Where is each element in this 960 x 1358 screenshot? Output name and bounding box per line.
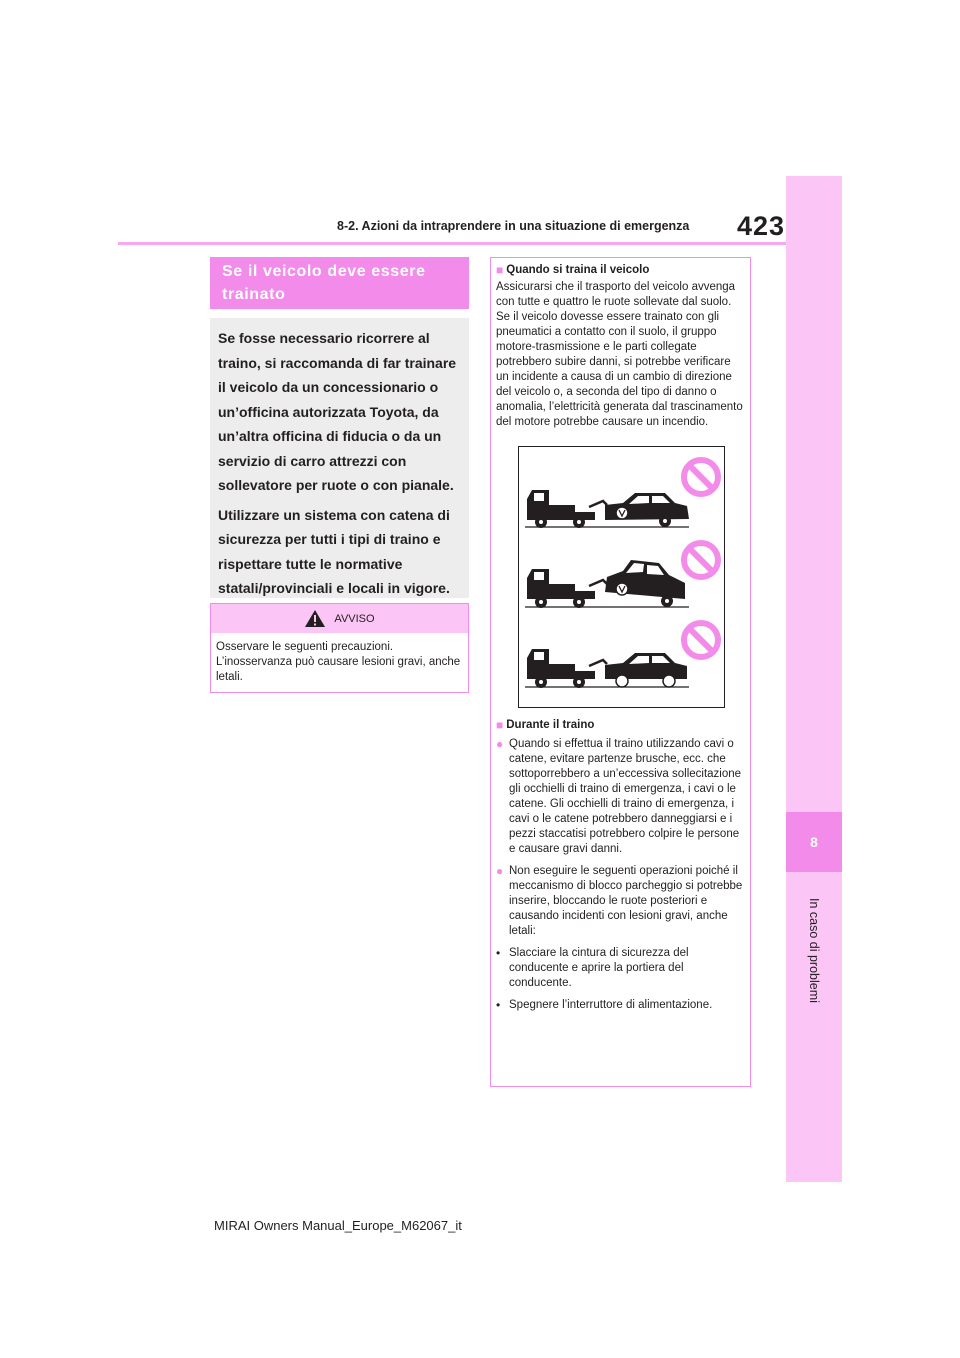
dot-bullet-icon: •	[496, 998, 501, 1012]
towing-illustration	[518, 446, 725, 708]
list-item-text: Quando si effettua il traino utilizzando cavi o catene, evitare partenze brusche, ecc. che sottoporrebbero a un’eccessiva sollecitazione gli occhielli di traino di emergenza, i cavi o le catene. Gli occhielli di traino di emergenza, i cavi o le catene potrebbero danneggiarsi e i pezzi staccatisi potrebbero colpire le persone e causare gravi danni.	[509, 738, 742, 855]
intro-paragraph-2: Utilizzare un sistema con catena di sicurezza per tutti i tipi di traino e rispettare tutte le normative statali/provinciali e locali in vigore.	[218, 506, 450, 596]
warning-icon	[304, 609, 326, 628]
list-item-text: Slacciare la cintura di sicurezza del conducente e aprire la portiera del conducente.	[509, 947, 689, 989]
list-item	[496, 946, 744, 991]
dot-bullet-icon: •	[496, 946, 501, 960]
footer: MIRAI Owners Manual_Europe_M62067_it	[214, 1218, 462, 1233]
subheading-during-towing	[496, 718, 744, 733]
list-item-text: Non eseguire le seguenti operazioni poiché il meccanismo di blocco parcheggio si potrebbe inserire, bloccando le ruote posteriori e causando incidenti con lesioni gravi, anche letali:	[509, 865, 743, 937]
square-bullet-icon: ■	[496, 263, 504, 277]
square-bullet-icon: ■	[496, 718, 504, 732]
list-item	[496, 737, 744, 857]
prohibited-icon	[684, 460, 718, 494]
prohibited-icon	[684, 543, 718, 577]
list-item	[496, 998, 744, 1013]
chapter-label: In caso di problemi	[807, 897, 821, 1003]
tow-scene-3	[525, 623, 718, 688]
subheading-towing-text: Quando si traina il veicolo	[506, 264, 650, 276]
warning-box	[210, 603, 469, 693]
chapter-label-wrap	[800, 880, 828, 1020]
circle-bullet-icon: ●	[496, 864, 504, 878]
towing-paragraph: Assicurarsi che il trasporto del veicolo avvenga con tutte e quattro le ruote sollevate dal suolo. Se il veicolo dovesse essere trainato con gli pneumatici a contatto con il suolo, il gruppo motore-trasmissione e le parti collegate potrebbero subire danni, si potrebbe verificare un incidente a causa di un cambio di direzione del veicolo o, a seconda del tipo di danno o anomalia, l’elettricità generata dal trascinamento del motore potrebbe causare un incendio.	[496, 281, 743, 428]
header-rule	[118, 242, 786, 245]
warning-title: AVVISO	[334, 612, 375, 625]
list-item-text: Spegnere l’interruttore di alimentazione.	[509, 999, 713, 1011]
towing-info-box	[490, 257, 751, 1087]
section-title: Se il veicolo deve essere trainato	[210, 257, 469, 309]
section-header: 8-2. Azioni da intraprendere in una situazione di emergenza	[337, 219, 690, 233]
subheading-during-towing-text: Durante il traino	[506, 719, 595, 731]
towing-illustration-svg	[519, 447, 724, 707]
tow-scene-2	[525, 543, 718, 608]
intro-paragraph-1: Se fosse necessario ricorrere al traino, si raccomanda di far trainare il veicolo da un concessionario o un’officina autorizzata Toyota, da un’altra officina di fiducia o da un servizio di carro attrezzi con sollevatore per ruote o con pianale.	[218, 330, 457, 493]
chapter-side-tab	[786, 176, 842, 1182]
page-number: 423	[737, 211, 786, 241]
circle-bullet-icon: ●	[496, 737, 504, 751]
tow-scene-1	[525, 460, 718, 528]
intro-box	[210, 318, 469, 598]
chapter-number: 8	[786, 812, 842, 872]
warning-text: Osservare le seguenti precauzioni. L’inosservanza può causare lesioni gravi, anche letali.	[216, 641, 461, 683]
prohibited-icon	[684, 623, 718, 657]
warning-header	[211, 604, 468, 633]
subheading-towing	[496, 263, 744, 278]
list-item	[496, 864, 744, 939]
